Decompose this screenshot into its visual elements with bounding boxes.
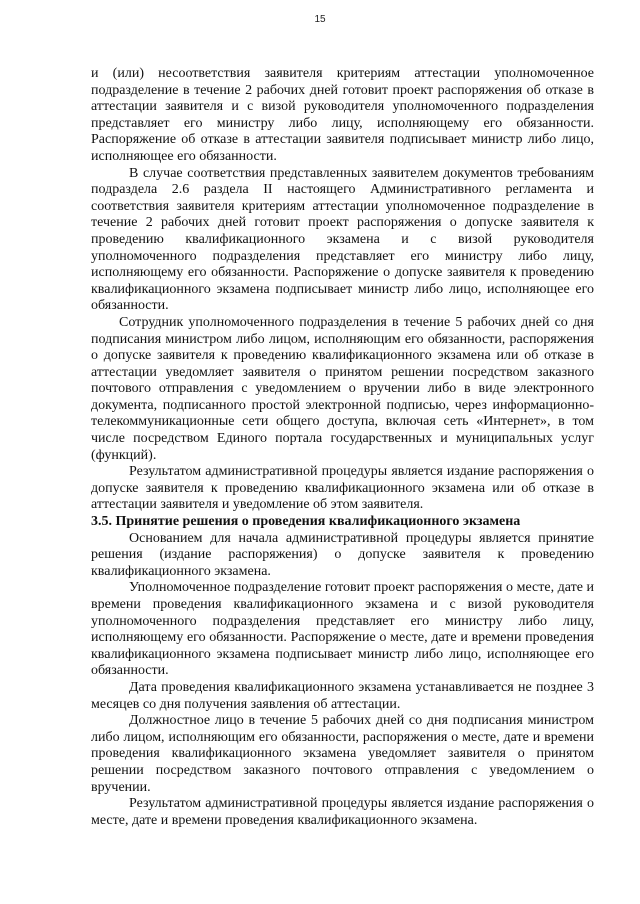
paragraph: Уполномоченное подразделение готовит проект распоряжения о месте, дате и времени проведения квалификационного экзамена и с визой руководителя уполномоченного подразделения представляет его министру либо лицу, исполняющему его обязанности. Распоряжение о месте, дате и времени проведения квалификационного экзамена подписывает министр либо лицо, исполняющее его обязанности. <box>91 580 594 679</box>
paragraph: В случае соответствия представленных заявителем документов требованиям подраздела 2.6 раздела II настоящего Административного регламента и соответствия заявителя критериям аттестации уполномоченное подразделение в течение 2 рабочих дней готовит проект распоряжения о допуске заявителя к проведению квалификационного экзамена и с визой руководителя уполномоченного подразделения представляет его министру либо лицу, исполняющему его обязанности. Распоряжение о допуске заявителя к проведению квалификационного экзамена подписывает министр либо лицо, исполняющее его обязанности. <box>91 165 594 314</box>
paragraph-continuation: и (или) несоответствия заявителя критериям аттестации уполномоченное подразделение в течение 2 рабочих дней готовит проект распоряжения об отказе в аттестации заявителя и с визой руководителя уполномоченного подразделения представляет его министру либо лицу, исполняющему его обязанности. Распоряжение об отказе в аттестации заявителя подписывает министр либо лицо, исполняющее его обязанности. <box>91 66 594 164</box>
paragraph: Дата проведения квалификационного экзамена устанавливается не позднее 3 месяцев со дня получения заявления об аттестации. <box>91 679 594 712</box>
paragraph: Результатом административной процедуры является издание распоряжения о месте, дате и времени проведения квалификационного экзамена. <box>91 796 594 828</box>
paragraph: Основанием для начала административной процедуры является принятие решения (издание распоряжения) о допуске заявителя к проведению квалификационного экзамена. <box>91 530 594 579</box>
paragraph: Должностное лицо в течение 5 рабочих дней со дня подписания министром либо лицом, исполняющим его обязанности, распоряжения о месте, дате и времени проведения квалификационного экзамена уведомляет заявителя о принятом решении посредством заказного почтового отправления с уведомлением о вручении. <box>91 713 594 795</box>
page-number: 15 <box>314 14 326 25</box>
paragraph: Сотрудник уполномоченного подразделения в течение 5 рабочих дней со дня подписания министром либо лицом, исполняющим его обязанности, распоряжения о допуске заявителя к проведению квалификационного экзамена или об отказе в аттестации уведомляет заявителя о принятом решении посредством заказного почтового отправления с уведомлением о вручении либо в виде электронного документа, подписанного простой электронной подписью, через информационно-телекоммуникационные сети общего доступа, включая сеть «Интернет», в том числе посредством Единого портала государственных и муниципальных услуг (функций). <box>91 314 594 463</box>
section-heading: 3.5. Принятие решения о проведения квалификационного экзамена <box>91 514 521 530</box>
paragraph: Результатом административной процедуры является издание распоряжения о допуске заявителя к проведению квалификационного экзамена или об отказе в аттестации заявителя и уведомление об этом заявителя. <box>91 464 594 513</box>
document-body <box>91 66 594 829</box>
